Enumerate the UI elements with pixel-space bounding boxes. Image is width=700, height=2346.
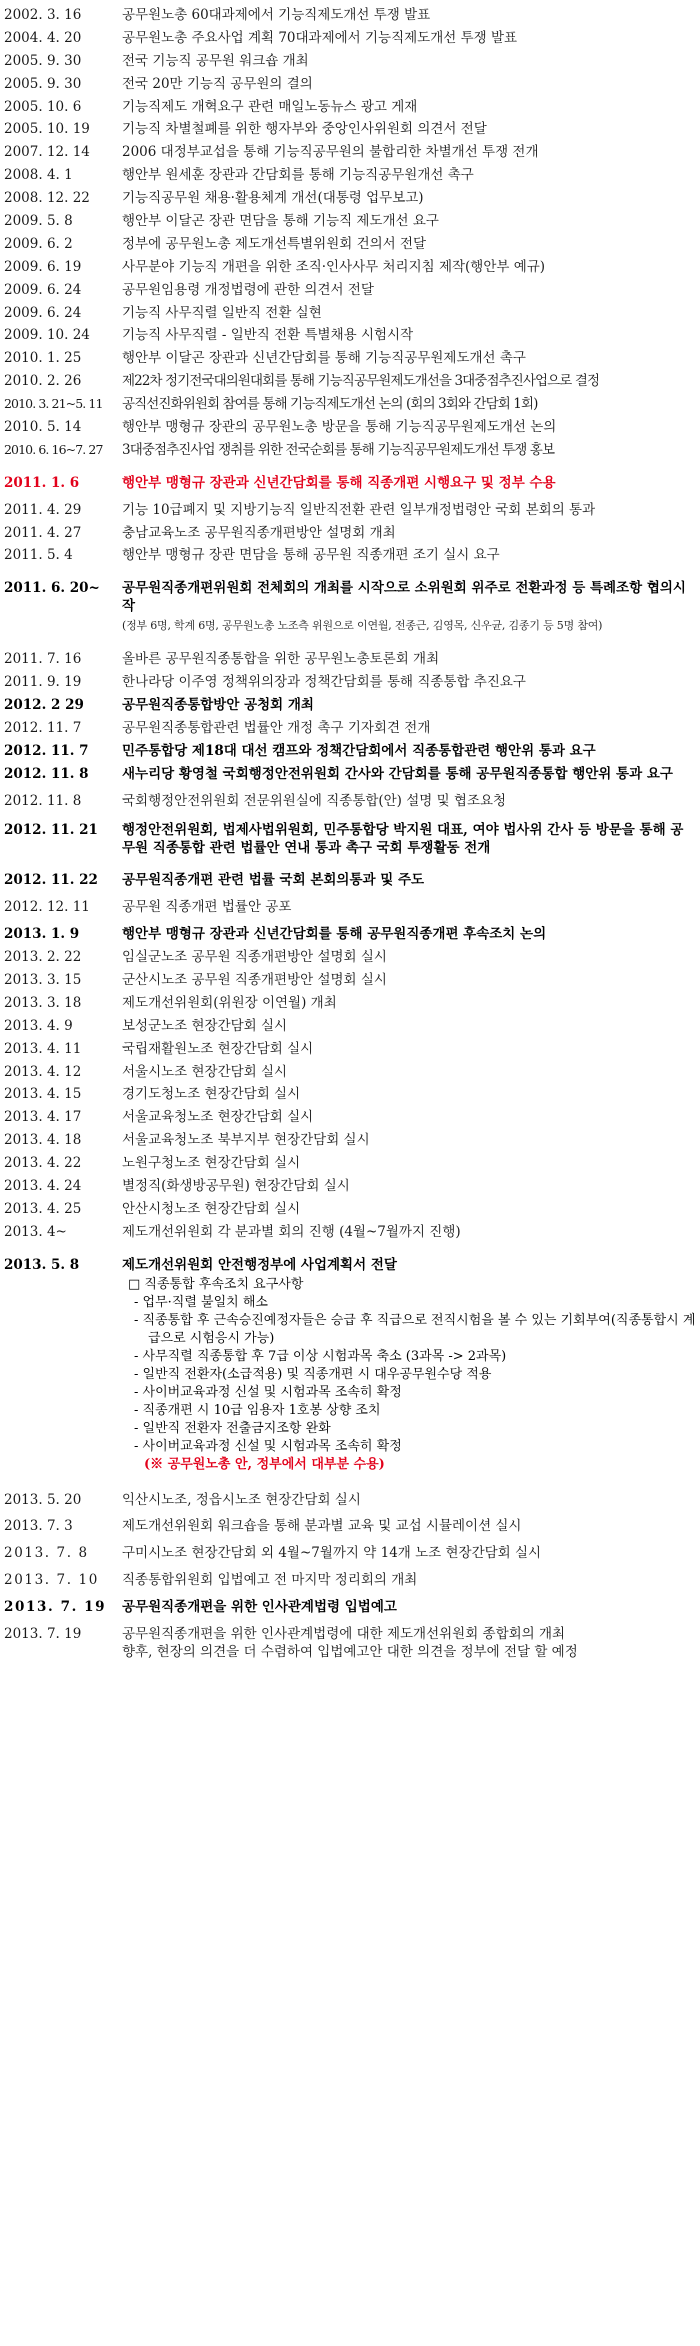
timeline-entry	[4, 524, 696, 542]
entry-date: 2007. 12. 14	[4, 144, 90, 161]
timeline-entry	[4, 75, 696, 93]
entry-text	[122, 1598, 696, 1616]
entry-title: 기능직 차별철폐를 위한 행자부와 중앙인사위원회 의견서 전달	[122, 121, 487, 138]
entry-title: 정부에 공무원노총 제도개선특별위원회 건의서 전달	[122, 235, 427, 252]
timeline-entry	[4, 1223, 696, 1241]
requirement-item: - 사이버교육과정 신설 및 시험과목 조속히 확정	[134, 1384, 402, 1400]
entry-text	[122, 372, 696, 390]
timeline-entry	[4, 1085, 696, 1103]
entry-text	[122, 1040, 696, 1058]
entry-date: 2013. 7. 19	[4, 1599, 107, 1616]
timeline-entry	[4, 6, 696, 24]
entry-title: 기능 10급폐지 및 지방기능직 일반직전환 관련 일부개정법령안 국회 본회의 통과	[122, 501, 596, 518]
entry-title: 2006 대정부교섭을 통해 기능직공무원의 불합리한 차별개선 투쟁 전개	[122, 144, 539, 161]
entry-date: 2013. 4. 24	[4, 1177, 82, 1194]
entry-text	[122, 524, 696, 542]
timeline-entry	[4, 1544, 696, 1562]
timeline-entry	[4, 650, 696, 668]
entry-date: 2011. 6. 20~	[4, 580, 100, 597]
entry-title: 기능직 사무직렬 - 일반직 전환 특별채용 시험시작	[122, 327, 414, 344]
entry-date: 2013. 1. 9	[4, 926, 80, 943]
entry-date: 2009. 6. 19	[4, 258, 82, 275]
entry-date: 2013. 7. 8	[4, 1545, 89, 1562]
entry-date: 2013. 5. 20	[4, 1491, 82, 1508]
entry-title: 안산시청노조 현장간담회 실시	[122, 1200, 301, 1217]
timeline-entry	[4, 546, 696, 564]
timeline-entry	[4, 474, 696, 492]
entry-title: 제도개선위원회(위원장 이연월) 개최	[122, 994, 337, 1011]
requirement-heading: □ 직종통합 후속조치 요구사항	[128, 1276, 304, 1292]
entry-text	[122, 474, 696, 492]
requirement-item: - 일반직 전환자(소급적용) 및 직종개편 시 대우공무원수당 적용	[134, 1366, 492, 1382]
requirement-list	[122, 1276, 696, 1474]
entry-date: 2013. 7. 10	[4, 1572, 99, 1589]
timeline-entry	[4, 719, 696, 737]
entry-text	[122, 1131, 696, 1149]
entry-title: 임실군노조 공무원 직종개편방안 설명회 실시	[122, 949, 387, 966]
entry-date: 2005. 9. 30	[4, 75, 82, 92]
timeline-entry	[4, 1571, 696, 1589]
entry-text	[122, 579, 696, 635]
entry-title: 경기도청노조 현장간담회 실시	[122, 1086, 301, 1103]
entry-title: 행정안전위원회, 법제사법위원회, 민주통합당 박지원 대표, 여야 법사위 간사 등 방문을 통해 공무원 직종통합 관련 법률안 연내 통과 촉구 국회 투쟁활동 전개	[122, 821, 684, 856]
entry-text	[122, 6, 696, 24]
entry-text	[122, 395, 696, 413]
entry-date: 2013. 4. 22	[4, 1155, 82, 1172]
timeline-entry	[4, 1625, 696, 1661]
entry-followup: 향후, 현장의 의견을 더 수렴하여 입법예고안 대한 의견을 정부에 전달 할 예정	[122, 1643, 578, 1660]
entry-text	[122, 501, 696, 519]
entry-title: 국회행정안전위원회 전문위원실에 직종통합(안) 설명 및 협조요청	[122, 792, 507, 809]
entry-date: 2013. 4~	[4, 1223, 67, 1240]
entry-text	[122, 1108, 696, 1126]
entry-title: 전국 기능직 공무원 워크숍 개최	[122, 52, 309, 69]
entry-text	[122, 871, 696, 889]
timeline-entry	[4, 696, 696, 714]
timeline-entry	[4, 579, 696, 635]
entry-text	[122, 189, 696, 207]
entry-title: 별정직(화생방공무원) 현장간담회 실시	[122, 1177, 350, 1194]
timeline-entry	[4, 166, 696, 184]
entry-text	[122, 1200, 696, 1218]
entry-note: (정부 6명, 학계 6명, 공무원노총 노조측 위원으로 이연월, 전종근, 김영목, 신우균, 김종기 등 5명 참여)	[122, 619, 603, 633]
entry-text	[122, 971, 696, 989]
entry-date: 2012. 11. 8	[4, 765, 89, 782]
entry-title: 공무원 직종개편 법률안 공포	[122, 899, 292, 916]
entry-text	[122, 326, 696, 344]
entry-title: 공직선진화위원회 참여를 통해 기능직제도개선 논의 (회의 3회와 간담회 1회)	[122, 396, 538, 413]
timeline-entry	[4, 349, 696, 367]
timeline-entry	[4, 52, 696, 70]
entry-date: 2011. 4. 29	[4, 501, 82, 518]
entry-date: 2013. 3. 15	[4, 971, 82, 988]
entry-text	[122, 1491, 696, 1509]
entry-text	[122, 29, 696, 47]
timeline-entry	[4, 1154, 696, 1172]
entry-date: 2009. 6. 24	[4, 281, 82, 298]
entry-title: 공무원직종통합관련 법률안 개정 촉구 기자회견 전개	[122, 719, 431, 736]
entry-title: 사무분야 기능직 개편을 위한 조직·인사사무 처리지침 제작(행안부 예규)	[122, 258, 546, 275]
timeline-entry	[4, 925, 696, 943]
entry-date: 2013. 7. 19	[4, 1625, 82, 1642]
entry-date: 2010. 2. 26	[4, 373, 82, 390]
timeline-entry	[4, 258, 696, 276]
entry-date: 2012. 2 29	[4, 697, 84, 714]
entry-date: 2009. 6. 2	[4, 235, 73, 252]
entry-title: 행안부 이달곤 장관 면담을 통해 기능직 제도개선 요구	[122, 213, 439, 230]
entry-date: 2012. 11. 8	[4, 792, 82, 809]
entry-title: 한나라당 이주영 정책위의장과 정책간담회를 통해 직종통합 추진요구	[122, 674, 526, 691]
requirement-item: - 일반직 전환자 전출금지조항 완화	[134, 1420, 331, 1436]
entry-title: 행안부 맹형규 장관과 신년간담회를 통해 공무원직종개편 후속조치 논의	[122, 926, 547, 943]
entry-text	[122, 792, 696, 810]
entry-date: 2013. 4. 18	[4, 1132, 82, 1149]
entry-text	[122, 98, 696, 116]
entry-title: 새누리당 황영철 국회행정안전위원회 간사와 간담회를 통해 공무원직종통합 행안위 통과 요구	[122, 765, 673, 782]
timeline-entry	[4, 871, 696, 889]
entry-title: 공무원노총 60대과제에서 기능직제도개선 투쟁 발표	[122, 7, 431, 23]
entry-title: 충남교육노조 공무원직종개편방안 설명회 개최	[122, 524, 396, 541]
entry-date: 2013. 4. 17	[4, 1109, 82, 1126]
entry-title: 서울시노조 현장간담회 실시	[122, 1063, 288, 1080]
timeline-entry	[4, 1491, 696, 1509]
entry-text	[122, 1544, 696, 1562]
timeline-entry	[4, 1017, 696, 1035]
entry-title: 행안부 이달곤 장관과 신년간담회를 통해 기능직공무원제도개선 촉구	[122, 350, 526, 367]
entry-title: 전국 20만 기능직 공무원의 결의	[122, 75, 313, 92]
entry-title: 민주통합당 제18대 대선 캠프와 정책간담회에서 직종통합관련 행안위 통과 요구	[122, 742, 596, 759]
timeline-entry	[4, 326, 696, 344]
entry-date: 2013. 5. 8	[4, 1256, 80, 1273]
entry-date: 2005. 10. 19	[4, 121, 90, 138]
entry-text	[122, 235, 696, 253]
entry-date: 2011. 7. 16	[4, 651, 82, 668]
entry-title: 서울교육청노조 북부지부 현장간담회 실시	[122, 1132, 370, 1149]
entry-date: 2013. 7. 3	[4, 1518, 73, 1535]
entry-text	[122, 994, 696, 1012]
entry-date: 2002. 3. 16	[4, 7, 82, 23]
entry-title: 공무원직종통합방안 공청회 개최	[122, 697, 314, 714]
entry-date: 2013. 4. 9	[4, 1017, 73, 1034]
entry-date: 2011. 5. 4	[4, 547, 73, 564]
entry-title: 제도개선위원회 각 분과별 회의 진행 (4월~7월까지 진행)	[122, 1223, 461, 1240]
entry-title: 행안부 맹형규 장관의 공무원노총 방문을 통해 기능직공무원제도개선 논의	[122, 419, 557, 436]
entry-date: 2009. 10. 24	[4, 327, 90, 344]
entry-text	[122, 166, 696, 184]
entry-title: 공무원직종개편위원회 전체회의 개최를 시작으로 소위원회 위주로 전환과정 등 특례조항 협의시작	[122, 580, 686, 615]
timeline-entry	[4, 1177, 696, 1195]
entry-date: 2010. 5. 14	[4, 419, 82, 436]
timeline-entry	[4, 1040, 696, 1058]
entry-date: 2013. 2. 22	[4, 949, 82, 966]
entry-text	[122, 898, 696, 916]
entry-date: 2004. 4. 20	[4, 29, 82, 46]
timeline-entry	[4, 994, 696, 1012]
entry-title: 올바른 공무원직종통합을 위한 공무원노총토론회 개최	[122, 651, 440, 668]
entry-text	[122, 925, 696, 943]
entry-text	[122, 1017, 696, 1035]
timeline-entry	[4, 1598, 696, 1616]
entry-title: 행안부 맹형규 장관과 신년간담회를 통해 직종개편 시행요구 및 정부 수용	[122, 474, 556, 491]
entry-date: 2010. 3. 21~5. 11	[4, 396, 103, 412]
entry-date: 2013. 3. 18	[4, 994, 82, 1011]
timeline-entry	[4, 29, 696, 47]
timeline-entry	[4, 898, 696, 916]
entry-text	[122, 948, 696, 966]
entry-text	[122, 821, 696, 857]
entry-text	[122, 75, 696, 93]
requirement-item: - 사무직렬 직종통합 후 7급 이상 시험과목 축소 (3과목 -> 2과목)	[134, 1348, 507, 1364]
timeline-entry	[4, 1063, 696, 1081]
timeline-entry	[4, 1131, 696, 1149]
entry-date: 2013. 4. 12	[4, 1063, 82, 1080]
entry-text	[122, 673, 696, 691]
entry-date: 2005. 10. 6	[4, 98, 82, 115]
entry-title: 공무원직종개편을 위한 인사관계법령 입법예고	[122, 1599, 397, 1616]
timeline-entry	[4, 441, 696, 459]
timeline-entry	[4, 765, 696, 783]
entry-title: 공무원직종개편을 위한 인사관계법령에 대한 제도개선위원회 종합회의 개최	[122, 1625, 566, 1642]
entry-title: 행안부 원세훈 장관과 간담회를 통해 기능직공무원개선 촉구	[122, 167, 474, 184]
entry-title: 군산시노조 공무원 직종개편방안 설명회 실시	[122, 971, 387, 988]
entry-text	[122, 546, 696, 564]
timeline-entry	[4, 235, 696, 253]
entry-date: 2008. 12. 22	[4, 190, 90, 207]
requirement-item: - 직종통합 후 근속승진예정자들은 승급 후 직급으로 전직시험을 볼 수 있는 기회부여(직종통합시 계급으로 시험응시 가능)	[134, 1312, 696, 1346]
entry-date: 2011. 4. 27	[4, 524, 82, 541]
entry-title: 익산시노조, 정읍시노조 현장간담회 실시	[122, 1491, 361, 1508]
timeline-entry	[4, 501, 696, 519]
timeline-entry	[4, 792, 696, 810]
entry-title: 서울교육청노조 현장간담회 실시	[122, 1109, 314, 1126]
entry-date: 2009. 6. 24	[4, 304, 82, 321]
entry-text	[122, 281, 696, 299]
entry-date: 2012. 11. 7	[4, 742, 89, 759]
entry-title: 제22차 정기전국대의원대회를 통해 기능직공무원제도개선을 3대중점추진사업으로 결정	[122, 373, 600, 390]
entry-date: 2013. 4. 11	[4, 1040, 82, 1057]
entry-title: 제도개선위원회 안전행정부에 사업계획서 전달	[122, 1256, 397, 1273]
entry-title: 노원구청노조 현장간담회 실시	[122, 1155, 301, 1172]
entry-title: 보성군노조 현장간담회 실시	[122, 1017, 288, 1034]
entry-date: 2012. 11. 7	[4, 719, 82, 736]
entry-date: 2010. 6. 16~7. 27	[4, 441, 103, 457]
timeline-entry	[4, 1256, 696, 1474]
entry-title: 공무원노총 주요사업 계획 70대과제에서 기능직제도개선 투쟁 발표	[122, 29, 518, 46]
timeline-entry	[4, 821, 696, 857]
timeline-entry	[4, 1108, 696, 1126]
entry-date: 2011. 1. 6	[4, 474, 80, 491]
entry-title: 행안부 맹형규 장관 면담을 통해 공무원 직종개편 조기 실시 요구	[122, 547, 500, 564]
entry-date: 2010. 1. 25	[4, 350, 82, 367]
timeline-entry	[4, 948, 696, 966]
entry-text	[122, 258, 696, 276]
entry-text	[122, 304, 696, 322]
entry-title: 제도개선위원회 워크숍을 통해 분과별 교육 및 교섭 시뮬레이션 실시	[122, 1518, 522, 1535]
timeline-entry	[4, 418, 696, 436]
timeline-entry	[4, 189, 696, 207]
timeline-entry	[4, 971, 696, 989]
entry-title: 기능직 사무직렬 일반직 전환 실현	[122, 304, 322, 321]
entry-text	[122, 52, 696, 70]
entry-date: 2012. 12. 11	[4, 899, 90, 916]
timeline-entry	[4, 120, 696, 138]
entry-title: 기능직공무원 채용·활용체계 개선(대통령 업무보고)	[122, 190, 424, 207]
entry-text	[122, 1517, 696, 1535]
requirement-item: - 직종개편 시 10급 임용자 1호봉 상향 조치	[134, 1402, 381, 1418]
timeline-entry	[4, 1200, 696, 1218]
entry-text	[122, 1063, 696, 1081]
entry-title: 구미시노조 현장간담회 외 4월~7월까지 약 14개 노조 현장간담회 실시	[122, 1545, 542, 1562]
timeline-entry	[4, 98, 696, 116]
entry-title: 공무원직종개편 관련 법률 국회 본회의통과 및 주도	[122, 872, 425, 889]
entry-date: 2011. 9. 19	[4, 674, 82, 691]
entry-title: 직종통합위원회 입법예고 전 마지막 정리회의 개최	[122, 1572, 418, 1589]
entry-text	[122, 1223, 696, 1241]
entry-text	[122, 1571, 696, 1589]
entry-text	[122, 349, 696, 367]
requirement-item: - 사이버교육과정 신설 및 시험과목 조속히 확정	[134, 1438, 402, 1454]
timeline-entry	[4, 395, 696, 413]
timeline-entry	[4, 143, 696, 161]
timeline-entry	[4, 304, 696, 322]
entry-title: 공무원임용령 개정법령에 관한 의견서 전달	[122, 281, 374, 298]
timeline-entry	[4, 281, 696, 299]
entry-text	[122, 441, 696, 459]
requirement-item: (※ 공무원노총 안, 정부에서 대부분 수용)	[144, 1456, 385, 1472]
entry-text	[122, 143, 696, 161]
entry-text	[122, 1625, 696, 1661]
entry-date: 2008. 4. 1	[4, 167, 73, 184]
entry-date: 2012. 11. 22	[4, 872, 98, 889]
entry-text	[122, 120, 696, 138]
timeline-entry	[4, 673, 696, 691]
entry-title: 3대중점추진사업 쟁취를 위한 전국순회를 통해 기능직공무원제도개선 투쟁 홍보	[122, 441, 555, 458]
entry-text	[122, 696, 696, 714]
entry-date: 2009. 5. 8	[4, 213, 73, 230]
entry-date: 2005. 9. 30	[4, 52, 82, 69]
entry-text	[122, 1177, 696, 1195]
entry-text	[122, 1154, 696, 1172]
entry-text	[122, 212, 696, 230]
entry-text	[122, 1256, 696, 1474]
entry-text	[122, 765, 696, 783]
entry-date: 2012. 11. 21	[4, 821, 98, 838]
entry-text	[122, 1085, 696, 1103]
entry-date: 2013. 4. 25	[4, 1200, 82, 1217]
entry-date: 2013. 4. 15	[4, 1086, 82, 1103]
entry-text	[122, 719, 696, 737]
entry-title: 국립재활원노조 현장간담회 실시	[122, 1040, 314, 1057]
entry-text	[122, 742, 696, 760]
timeline-entry	[4, 742, 696, 760]
entry-text	[122, 650, 696, 668]
entry-text	[122, 418, 696, 436]
timeline-entry	[4, 372, 696, 390]
entry-title: 기능직제도 개혁요구 관련 매일노동뉴스 광고 게재	[122, 98, 418, 115]
timeline-entry	[4, 1517, 696, 1535]
timeline-entry	[4, 212, 696, 230]
requirement-item: - 업무·직렬 불일치 해소	[134, 1294, 268, 1310]
